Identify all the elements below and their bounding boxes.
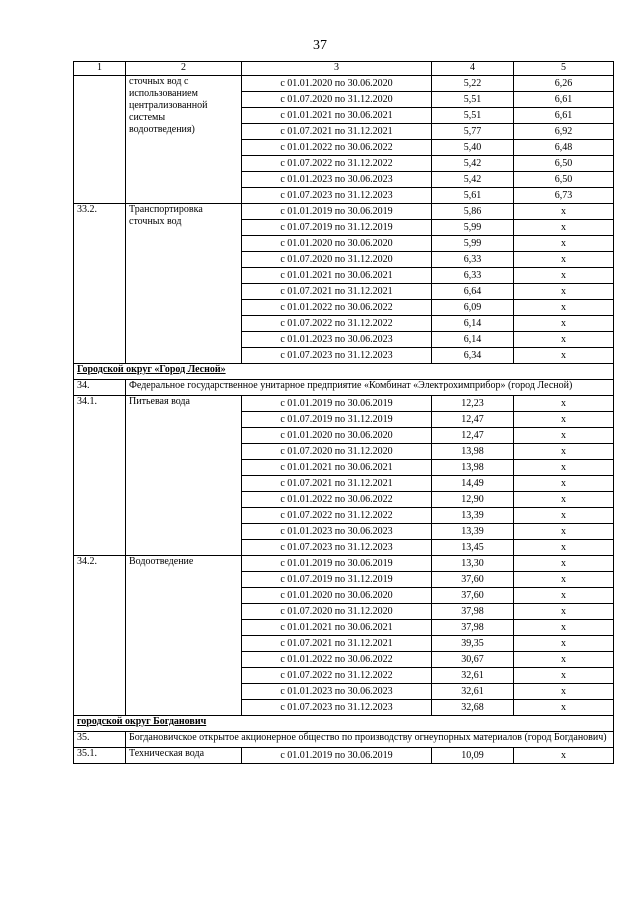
tariff-value-col5: х (514, 396, 614, 412)
header-col-4: 4 (432, 62, 514, 76)
header-col-2: 2 (126, 62, 242, 76)
tariff-value-col5: 6,48 (514, 140, 614, 156)
tariff-period: с 01.01.2021 по 30.06.2021 (242, 460, 432, 476)
tariff-value-col4: 5,86 (432, 204, 514, 220)
tariff-value-col5: х (514, 652, 614, 668)
tariff-period: с 01.01.2023 по 30.06.2023 (242, 524, 432, 540)
tariff-period: с 01.07.2019 по 31.12.2019 (242, 220, 432, 236)
item-number: 34.2. (74, 556, 126, 716)
tariff-value-col4: 32,61 (432, 668, 514, 684)
tariff-period: с 01.01.2022 по 30.06.2022 (242, 140, 432, 156)
tariff-period: с 01.07.2023 по 31.12.2023 (242, 348, 432, 364)
tariff-value-col5: х (514, 300, 614, 316)
tariff-table (73, 61, 614, 764)
tariff-value-col5: 6,73 (514, 188, 614, 204)
tariff-value-col5: х (514, 460, 614, 476)
table-row (74, 76, 614, 92)
header-col-5: 5 (514, 62, 614, 76)
organization-row (74, 732, 614, 748)
item-name: Техническая вода (126, 748, 242, 764)
tariff-value-col4: 5,99 (432, 220, 514, 236)
tariff-value-col4: 13,30 (432, 556, 514, 572)
tariff-value-col4: 13,45 (432, 540, 514, 556)
tariff-value-col5: х (514, 412, 614, 428)
tariff-value-col4: 6,34 (432, 348, 514, 364)
tariff-value-col4: 32,61 (432, 684, 514, 700)
tariff-value-col5: х (514, 524, 614, 540)
tariff-period: с 01.07.2023 по 31.12.2023 (242, 188, 432, 204)
tariff-value-col5: х (514, 268, 614, 284)
item-number: 35.1. (74, 748, 126, 764)
tariff-value-col4: 37,60 (432, 588, 514, 604)
header-col-1: 1 (74, 62, 126, 76)
tariff-value-col5: х (514, 684, 614, 700)
item-name: Транспортировка сточных вод (126, 204, 242, 364)
tariff-value-col5: х (514, 572, 614, 588)
tariff-period: с 01.07.2021 по 31.12.2021 (242, 476, 432, 492)
section-header-row (74, 716, 614, 732)
tariff-value-col5: х (514, 284, 614, 300)
org-name: Богдановичское открытое акционерное общество по производству огнеупорных материалов (город Богданович) (126, 732, 614, 748)
tariff-value-col4: 13,39 (432, 524, 514, 540)
org-name: Федеральное государственное унитарное предприятие «Комбинат «Электрохимприбор» (город Лесной) (126, 380, 614, 396)
tariff-value-col4: 6,33 (432, 268, 514, 284)
tariff-period: с 01.07.2021 по 31.12.2021 (242, 124, 432, 140)
tariff-value-col5: 6,61 (514, 92, 614, 108)
tariff-value-col4: 6,64 (432, 284, 514, 300)
tariff-value-col5: х (514, 316, 614, 332)
org-number: 34. (74, 380, 126, 396)
item-number: 33.2. (74, 204, 126, 364)
tariff-period: с 01.01.2019 по 30.06.2019 (242, 556, 432, 572)
tariff-period: с 01.07.2020 по 31.12.2020 (242, 604, 432, 620)
tariff-value-col4: 12,23 (432, 396, 514, 412)
tariff-period: с 01.07.2023 по 31.12.2023 (242, 540, 432, 556)
tariff-value-col4: 5,77 (432, 124, 514, 140)
tariff-period: с 01.07.2022 по 31.12.2022 (242, 668, 432, 684)
tariff-value-col4: 32,68 (432, 700, 514, 716)
tariff-value-col4: 13,98 (432, 460, 514, 476)
tariff-period: с 01.07.2019 по 31.12.2019 (242, 572, 432, 588)
tariff-period: с 01.01.2023 по 30.06.2023 (242, 172, 432, 188)
tariff-value-col5: х (514, 252, 614, 268)
tariff-value-col5: х (514, 508, 614, 524)
section-header-row (74, 364, 614, 380)
tariff-value-col4: 10,09 (432, 748, 514, 764)
tariff-value-col4: 5,51 (432, 108, 514, 124)
tariff-period: с 01.01.2021 по 30.06.2021 (242, 268, 432, 284)
tariff-period: с 01.01.2023 по 30.06.2023 (242, 332, 432, 348)
tariff-period: с 01.01.2020 по 30.06.2020 (242, 76, 432, 92)
item-name: Питьевая вода (126, 396, 242, 556)
tariff-value-col5: х (514, 604, 614, 620)
tariff-value-col4: 37,98 (432, 604, 514, 620)
item-number (74, 76, 126, 204)
section-title: городской округ Богданович (74, 716, 614, 732)
tariff-value-col4: 5,99 (432, 236, 514, 252)
tariff-value-col4: 6,33 (432, 252, 514, 268)
tariff-period: с 01.01.2022 по 30.06.2022 (242, 300, 432, 316)
tariff-value-col4: 5,42 (432, 156, 514, 172)
table-header-row (74, 62, 614, 76)
page-number: 37 (313, 38, 327, 53)
tariff-value-col5: 6,50 (514, 172, 614, 188)
tariff-value-col5: 6,92 (514, 124, 614, 140)
tariff-period: с 01.07.2023 по 31.12.2023 (242, 700, 432, 716)
tariff-value-col5: х (514, 588, 614, 604)
tariff-value-col4: 5,42 (432, 172, 514, 188)
tariff-value-col4: 37,60 (432, 572, 514, 588)
tariff-period: с 01.07.2022 по 31.12.2022 (242, 156, 432, 172)
tariff-value-col4: 37,98 (432, 620, 514, 636)
tariff-period: с 01.01.2020 по 30.06.2020 (242, 236, 432, 252)
tariff-value-col4: 14,49 (432, 476, 514, 492)
tariff-value-col4: 5,22 (432, 76, 514, 92)
tariff-value-col5: х (514, 332, 614, 348)
tariff-table-body (74, 62, 614, 764)
tariff-period: с 01.01.2021 по 30.06.2021 (242, 108, 432, 124)
table-row (74, 556, 614, 572)
tariff-value-col5: 6,61 (514, 108, 614, 124)
table-row (74, 204, 614, 220)
tariff-period: с 01.01.2023 по 30.06.2023 (242, 684, 432, 700)
tariff-value-col4: 5,40 (432, 140, 514, 156)
tariff-value-col4: 5,61 (432, 188, 514, 204)
tariff-period: с 01.07.2019 по 31.12.2019 (242, 412, 432, 428)
tariff-value-col5: х (514, 700, 614, 716)
tariff-value-col5: х (514, 620, 614, 636)
tariff-period: с 01.07.2022 по 31.12.2022 (242, 316, 432, 332)
tariff-value-col4: 12,47 (432, 412, 514, 428)
tariff-period: с 01.01.2021 по 30.06.2021 (242, 620, 432, 636)
org-number: 35. (74, 732, 126, 748)
header-col-3: 3 (242, 62, 432, 76)
tariff-value-col5: х (514, 748, 614, 764)
tariff-value-col4: 6,09 (432, 300, 514, 316)
item-name: Водоотведение (126, 556, 242, 716)
tariff-period: с 01.07.2020 по 31.12.2020 (242, 444, 432, 460)
item-name: сточных вод с использованием централизованной системы водоотведения) (126, 76, 242, 204)
tariff-value-col5: 6,50 (514, 156, 614, 172)
tariff-value-col5: х (514, 204, 614, 220)
tariff-period: с 01.07.2021 по 31.12.2021 (242, 636, 432, 652)
tariff-value-col5: х (514, 636, 614, 652)
tariff-value-col5: х (514, 668, 614, 684)
tariff-value-col4: 5,51 (432, 92, 514, 108)
tariff-value-col4: 39,35 (432, 636, 514, 652)
table-row (74, 396, 614, 412)
tariff-period: с 01.01.2019 по 30.06.2019 (242, 204, 432, 220)
tariff-period: с 01.07.2020 по 31.12.2020 (242, 92, 432, 108)
tariff-value-col5: х (514, 220, 614, 236)
tariff-value-col5: х (514, 540, 614, 556)
tariff-period: с 01.01.2022 по 30.06.2022 (242, 652, 432, 668)
tariff-period: с 01.01.2022 по 30.06.2022 (242, 492, 432, 508)
tariff-value-col5: х (514, 428, 614, 444)
tariff-value-col4: 6,14 (432, 316, 514, 332)
tariff-value-col5: х (514, 556, 614, 572)
tariff-value-col5: 6,26 (514, 76, 614, 92)
tariff-value-col4: 12,90 (432, 492, 514, 508)
tariff-period: с 01.07.2022 по 31.12.2022 (242, 508, 432, 524)
item-number: 34.1. (74, 396, 126, 556)
tariff-value-col5: х (514, 492, 614, 508)
organization-row (74, 380, 614, 396)
tariff-period: с 01.01.2019 по 30.06.2019 (242, 396, 432, 412)
tariff-value-col5: х (514, 348, 614, 364)
tariff-value-col4: 30,67 (432, 652, 514, 668)
tariff-value-col5: х (514, 476, 614, 492)
tariff-value-col4: 13,98 (432, 444, 514, 460)
tariff-value-col5: х (514, 444, 614, 460)
table-row (74, 748, 614, 764)
tariff-period: с 01.01.2020 по 30.06.2020 (242, 588, 432, 604)
tariff-value-col4: 6,14 (432, 332, 514, 348)
tariff-period: с 01.07.2021 по 31.12.2021 (242, 284, 432, 300)
tariff-value-col4: 13,39 (432, 508, 514, 524)
tariff-period: с 01.07.2020 по 31.12.2020 (242, 252, 432, 268)
section-title: Городской округ «Город Лесной» (74, 364, 614, 380)
tariff-period: с 01.01.2019 по 30.06.2019 (242, 748, 432, 764)
tariff-value-col5: х (514, 236, 614, 252)
tariff-value-col4: 12,47 (432, 428, 514, 444)
tariff-period: с 01.01.2020 по 30.06.2020 (242, 428, 432, 444)
